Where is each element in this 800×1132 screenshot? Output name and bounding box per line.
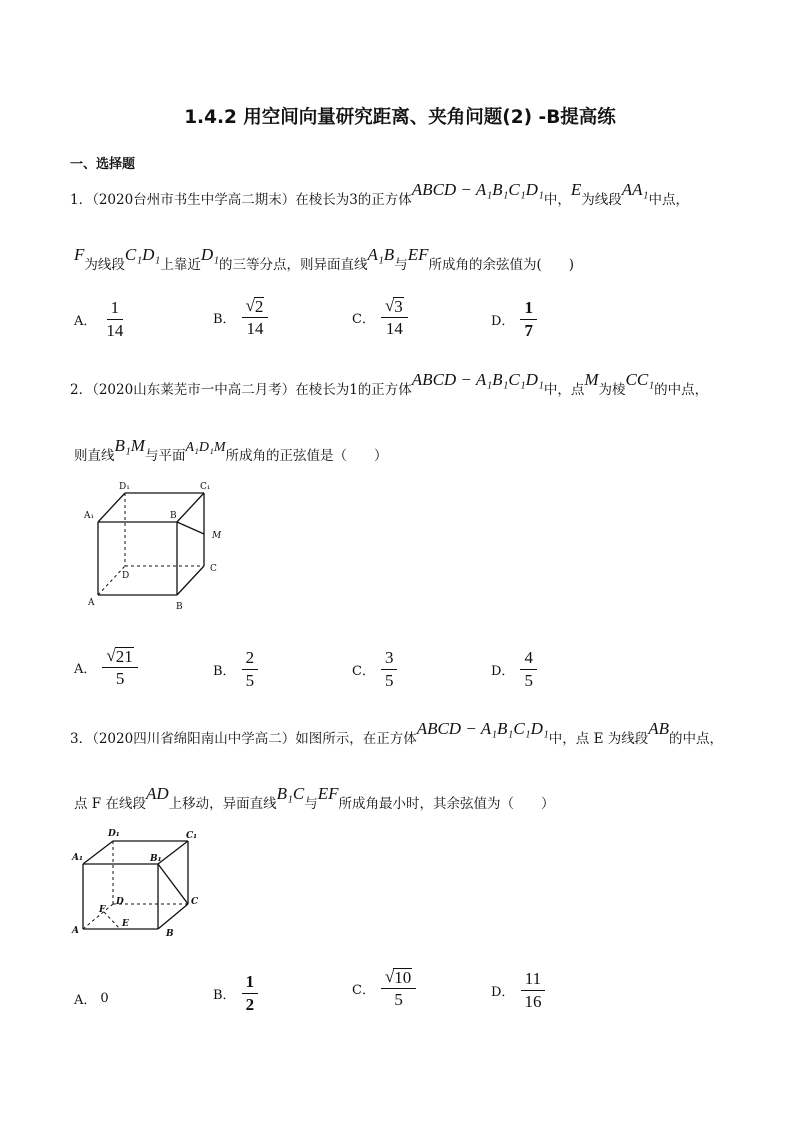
numerator: 3 [394,297,403,316]
denominator: 5 [245,670,255,690]
option-label: C． [352,982,375,998]
option-a[interactable] [74,646,138,688]
vertex-label-a: A [72,926,79,936]
option-label: A． [74,993,97,1008]
question-3-line-1 [70,719,723,748]
option-d[interactable] [491,648,537,690]
edge-cc1: CC₁ [625,370,655,389]
plane-a1d1m: A₁D₁M [185,440,226,455]
option-label: A． [74,661,97,677]
numerator: 11 [521,969,545,991]
vertex-label-b1: B₁ [150,854,162,864]
point-label-e: E [122,919,129,929]
option-b[interactable] [213,296,268,338]
vertex-label-d: D [122,571,130,581]
option-label: D． [491,313,515,329]
segment-ab: AB [648,719,669,738]
question-text: 与平面 [144,448,186,464]
question-text: 与 [394,257,408,273]
denominator: 14 [106,320,124,340]
cube-name: ABCD − A₁B₁C₁D₁ [411,370,544,389]
option-a[interactable] [74,298,127,340]
option-a[interactable] [74,989,109,1008]
option-d[interactable] [491,969,545,1011]
vertex-label-d1: D₁ [108,829,120,839]
option-label: D． [491,984,515,1000]
denominator: 16 [524,991,542,1011]
point-d1: D₁ [200,245,220,264]
cube-figure-q2 [80,478,240,618]
option-c[interactable] [352,967,416,1009]
segment-aa1: AA₁ [621,180,649,199]
question-source: （2020台州市书生中学高二期末）在棱长为3的正方体 [92,192,412,208]
vertex-label-c: C [191,897,199,907]
point-e: E [570,180,582,199]
numerator: 2 [254,297,264,316]
question-text: 为棱 [598,382,626,398]
question-1-line-2 [74,245,575,274]
question-text: 所成角的余弦值为( ) [428,257,575,273]
question-text: 与 [304,796,318,812]
vertex-label-a: A [88,598,95,608]
option-value: 0 [100,991,109,1006]
numerator: 21 [115,647,133,666]
point-f: F [74,245,85,264]
vertex-label-c1: C₁ [186,831,198,841]
option-label: A． [74,313,97,329]
option-c[interactable] [352,296,408,338]
section-heading: 一、选择题 [70,157,136,172]
option-label: C． [352,663,375,679]
vertex-label-c1: C₁ [200,482,211,492]
question-text: 上靠近 [160,257,201,273]
denominator: 5 [384,670,394,690]
sqrt-icon: √ 21 [106,646,133,666]
numerator: 1 [242,972,259,994]
point-m: M [584,370,599,389]
question-text: 点 F 在线段 [74,796,146,812]
denominator: 14 [246,318,264,338]
vertex-label-b1: B [170,511,177,521]
question-text: 为线段 [84,257,125,273]
sqrt-icon: √ 3 [384,296,403,316]
denominator: 5 [524,670,533,690]
question-text: 的三等分点，则异面直线 [219,257,368,273]
denominator: 7 [524,320,533,340]
line-b1m: B₁M [114,436,145,455]
vertex-label-d1: D₁ [119,482,130,492]
question-2-line-2 [74,436,388,465]
question-2-line-1 [70,370,709,399]
line-ef: EF [407,245,429,264]
vertex-label-a1: A₁ [84,511,95,521]
question-source: （2020四川省绵阳南山中学高二）如图所示，在正方体 [92,731,417,747]
question-text: 所成角最小时，其余弦值为（ ） [338,796,555,812]
question-number: 3． [70,731,93,747]
question-text: 的中点， [654,382,709,398]
question-text: 中， [543,192,571,208]
cube-name: ABCD − A₁B₁C₁D₁ [416,719,549,738]
cube-figure-q3 [70,826,220,946]
numerator: 1 [520,298,537,320]
question-text: 所成角的正弦值是（ ） [225,448,388,464]
option-label: B． [213,311,236,327]
question-text: 的中点， [669,731,723,747]
vertex-label-a1: A₁ [72,853,83,863]
question-text: 中点， [648,192,689,208]
option-label: B． [213,987,236,1003]
denominator: 5 [394,989,403,1009]
vertex-label-c: C [210,564,217,574]
point-label-m: M [212,531,222,541]
vertex-label-b: B [176,602,183,612]
numerator: 1 [107,298,124,320]
segment-c1d1: C₁D₁ [124,245,161,264]
option-b[interactable] [213,648,258,690]
denominator: 14 [385,318,403,338]
question-1-line-1 [70,180,689,209]
option-label: D． [491,663,515,679]
segment-ad: AD [145,784,169,803]
cube-name: ABCD − A₁B₁C₁D₁ [411,180,544,199]
page-title: 1.4.2 用空间向量研究距离、夹角问题(2) -B提高练 [184,107,616,128]
numerator: 2 [242,648,259,670]
numerator: 10 [394,968,412,987]
point-label-f: F [99,905,106,915]
option-b[interactable] [213,972,258,1014]
question-number: 1． [70,192,93,208]
line-a1b: A₁B [367,245,395,264]
question-source: （2020山东莱芜市一中高二月考）在棱长为1的正方体 [92,382,412,398]
question-number: 2． [70,382,93,398]
line-b1c: B₁C [276,784,305,803]
denominator: 2 [245,994,255,1014]
option-c[interactable] [352,648,397,690]
vertex-label-b: B [166,929,174,939]
question-text: 上移动，异面直线 [168,796,277,812]
question-text: 中，点 [543,382,585,398]
line-ef: EF [317,784,339,803]
question-text: 为线段 [581,192,622,208]
numerator: 4 [520,648,537,670]
option-d[interactable] [491,298,537,340]
numerator: 3 [381,648,398,670]
question-text: 中，点 E 为线段 [548,731,649,747]
vertex-label-d: D [116,897,124,907]
denominator: 5 [115,668,125,688]
sqrt-icon: √ 10 [384,967,412,987]
option-label: C． [352,311,375,327]
question-text: 则直线 [74,448,115,464]
sqrt-icon: √ 2 [245,296,264,316]
question-3-line-2 [74,784,555,813]
option-label: B． [213,663,236,679]
